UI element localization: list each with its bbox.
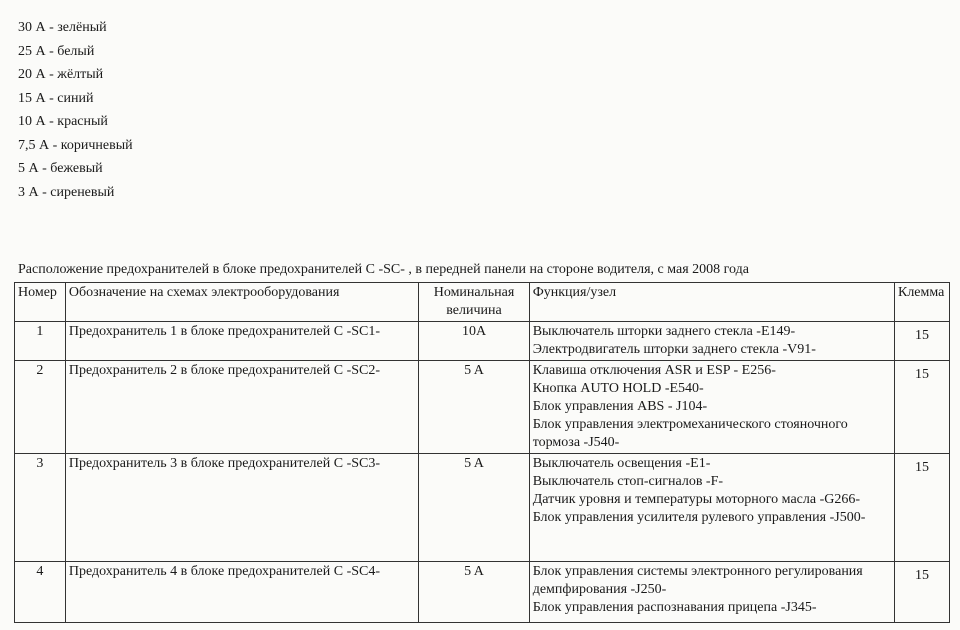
terminal-value: 15	[914, 568, 929, 583]
table-row	[15, 562, 950, 623]
cell-terminal	[894, 454, 949, 562]
cell-function	[529, 361, 894, 454]
function-line: Блок управления системы электронного регулирования демпфирования -J250-	[532, 564, 863, 597]
header-terminal: Клемма	[894, 283, 949, 322]
cell-designation: Предохранитель 3 в блоке предохранителей С -SC3-	[65, 454, 418, 562]
cell-nominal: 5 A	[419, 454, 529, 562]
terminal-value: 15	[914, 367, 929, 382]
cell-nominal: 5 A	[419, 562, 529, 623]
header-function: Функция/узел	[529, 283, 894, 322]
cell-nominal: 10A	[419, 322, 529, 361]
table-row	[15, 361, 950, 454]
cell-number: 1	[15, 322, 66, 361]
cell-function	[529, 562, 894, 623]
function-line: Блок управления электромеханического стояночного тормоза -J540-	[532, 417, 848, 450]
cell-terminal	[894, 322, 949, 361]
cell-designation: Предохранитель 4 в блоке предохранителей С -SC4-	[65, 562, 418, 623]
cell-terminal	[894, 562, 949, 623]
terminal-value: 15	[914, 460, 929, 475]
legend-item: 3 А - сиреневый	[18, 184, 115, 200]
function-line: Блок управления ABS - J104-	[532, 399, 708, 414]
legend-item: 15 А - синий	[18, 90, 94, 106]
function-line: Кнопка AUTO HOLD -E540-	[532, 381, 704, 396]
function-line: Выключатель освещения -E1-	[532, 456, 711, 471]
cell-number: 2	[15, 361, 66, 454]
cell-nominal: 5 A	[419, 361, 529, 454]
legend-item: 30 А - зелёный	[18, 20, 107, 35]
cell-function	[529, 322, 894, 361]
header-number: Номер	[15, 283, 66, 322]
table-row	[15, 322, 950, 361]
table-row	[15, 454, 950, 562]
fuse-color-legend	[18, 16, 133, 204]
function-line: Блок управления усилителя рулевого управления -J500-	[532, 510, 866, 525]
function-line: Датчик уровня и температуры моторного масла -G266-	[532, 492, 861, 507]
function-line: Выключатель стоп-сигналов -F-	[532, 474, 724, 489]
function-line: Выключатель шторки заднего стекла -E149-	[532, 324, 796, 339]
legend-item: 20 А - жёлтый	[18, 67, 104, 82]
function-line: Блок управления распознавания прицепа -J345-	[532, 600, 817, 615]
function-line: Клавиша отключения ASR и ESP - E256-	[532, 363, 776, 378]
cell-number: 3	[15, 454, 66, 562]
header-nominal: Номинальная величина	[419, 283, 529, 322]
legend-item: 7,5 А - коричневый	[18, 137, 133, 153]
terminal-value: 15	[914, 328, 929, 343]
header-designation: Обозначение на схемах электрооборудования	[65, 283, 418, 322]
function-line: Электродвигатель шторки заднего стекла -V91-	[532, 342, 816, 357]
table-header-row	[15, 283, 950, 322]
cell-designation: Предохранитель 2 в блоке предохранителей С -SC2-	[65, 361, 418, 454]
fuse-table	[14, 282, 950, 623]
legend-item: 5 А - бежевый	[18, 161, 103, 176]
cell-terminal	[894, 361, 949, 454]
cell-designation: Предохранитель 1 в блоке предохранителей С -SC1-	[65, 322, 418, 361]
cell-function	[529, 454, 894, 562]
legend-item: 25 А - белый	[18, 43, 95, 59]
cell-number: 4	[15, 562, 66, 623]
legend-item: 10 А - красный	[18, 114, 108, 129]
table-caption: Расположение предохранителей в блоке предохранителей С -SC- , в передней панели на стороне водителя, с мая 2008 года	[18, 262, 749, 277]
